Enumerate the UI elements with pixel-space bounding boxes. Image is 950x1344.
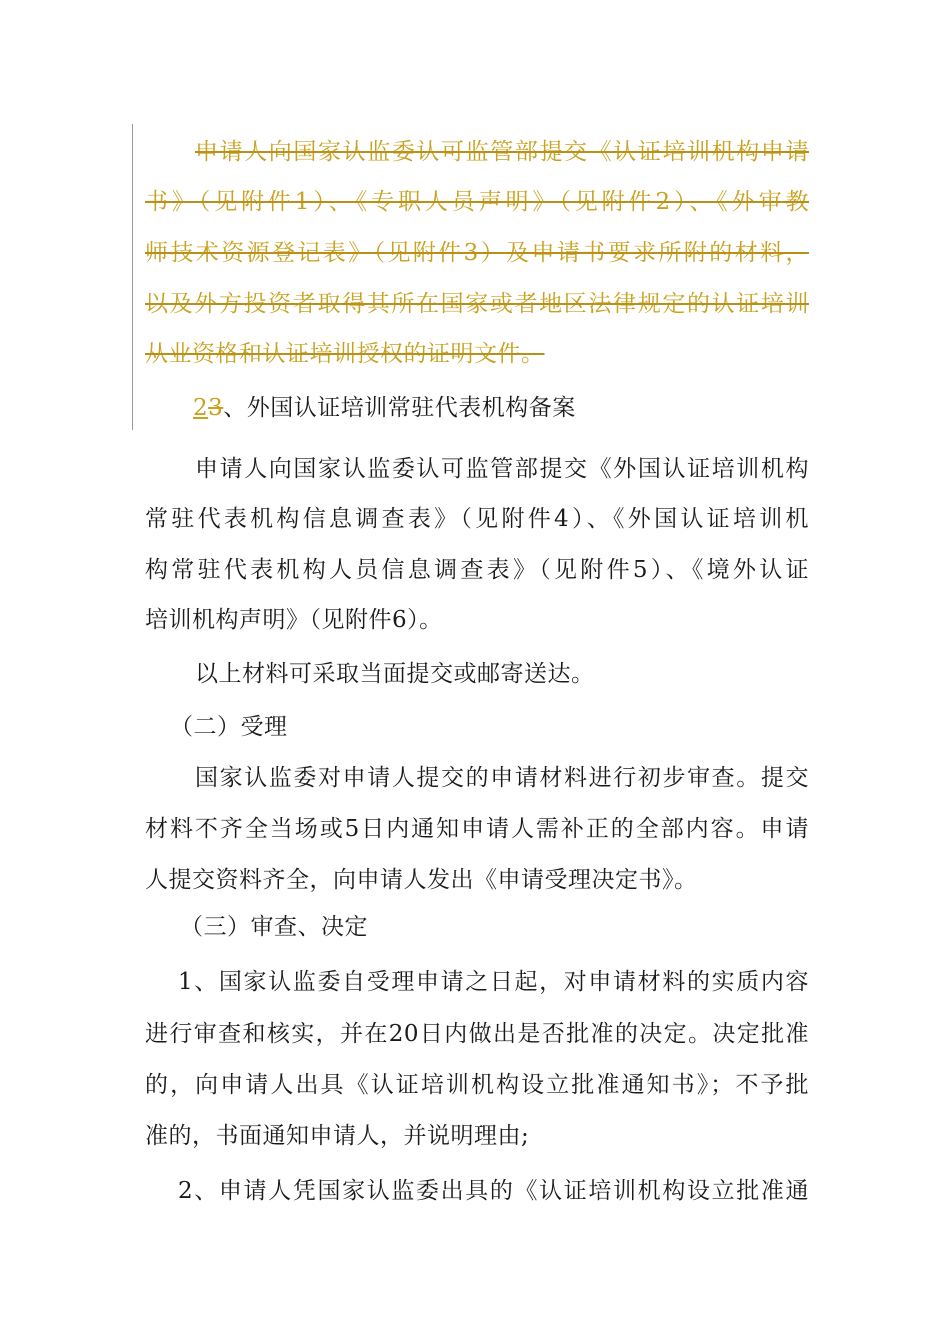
review-item-2-line-1: 2、申请人凭国家认监委出具的《认证培训机构设立批准通 — [178, 1178, 809, 1204]
section-2-line-2: 常驻代表机构信息调查表》（见附件4）、《外国认证培训机 — [145, 506, 809, 532]
deleted-line-4: 以及外方投资者取得其所在国家或者地区法律规定的认证培训 — [145, 291, 809, 317]
revision-change-bar — [132, 124, 133, 430]
section-2-heading — [193, 392, 576, 424]
section-2-line-1: 申请人向国家认监委认可监管部提交《外国认证培训机构 — [195, 456, 809, 482]
deleted-line-1: 申请人向国家认监委认可监管部提交《认证培训机构申请 — [195, 139, 809, 165]
review-item-1-line-1: 1、国家认监委自受理申请之日起，对申请材料的实质内容 — [178, 969, 809, 995]
acceptance-line-3: 人提交资料齐全，向申请人发出《申请受理决定书》。 — [145, 867, 698, 893]
deleted-number: 3 — [208, 395, 224, 421]
review-item-1-line-3: 的，向申请人出具《认证培训机构设立批准通知书》；不予批 — [145, 1072, 809, 1098]
review-item-1-line-2: 进行审查和核实，并在20日内做出是否批准的决定。决定批准 — [145, 1021, 809, 1047]
deleted-line-5: 从业资格和认证培训授权的证明文件。 — [145, 341, 545, 367]
review-item-1-line-4: 准的，书面通知申请人，并说明理由; — [145, 1123, 530, 1149]
acceptance-line-1: 国家认监委对申请人提交的申请材料进行初步审查。提交 — [195, 765, 809, 791]
section-2-title: 、外国认证培训常驻代表机构备案 — [223, 395, 576, 421]
submission-note: 以上材料可采取当面提交或邮寄送达。 — [195, 661, 595, 687]
section-2-line-4: 培训机构声明》（见附件6）。 — [145, 607, 443, 633]
section-2-line-3: 构常驻代表机构人员信息调查表》（见附件5）、《境外认证 — [145, 557, 809, 583]
deleted-line-3: 师技术资源登记表》（见附件3）及申请书要求所附的材料， — [145, 240, 809, 266]
acceptance-line-2: 材料不齐全当场或5日内通知申请人需补正的全部内容。申请 — [145, 816, 809, 842]
review-heading: （三）审查、决定 — [180, 914, 368, 940]
acceptance-heading: （二）受理 — [170, 714, 288, 740]
inserted-number: 2 — [193, 395, 209, 421]
deleted-line-2: 书》（见附件1）、《专职人员声明》（见附件2）、《外审教 — [145, 189, 809, 215]
